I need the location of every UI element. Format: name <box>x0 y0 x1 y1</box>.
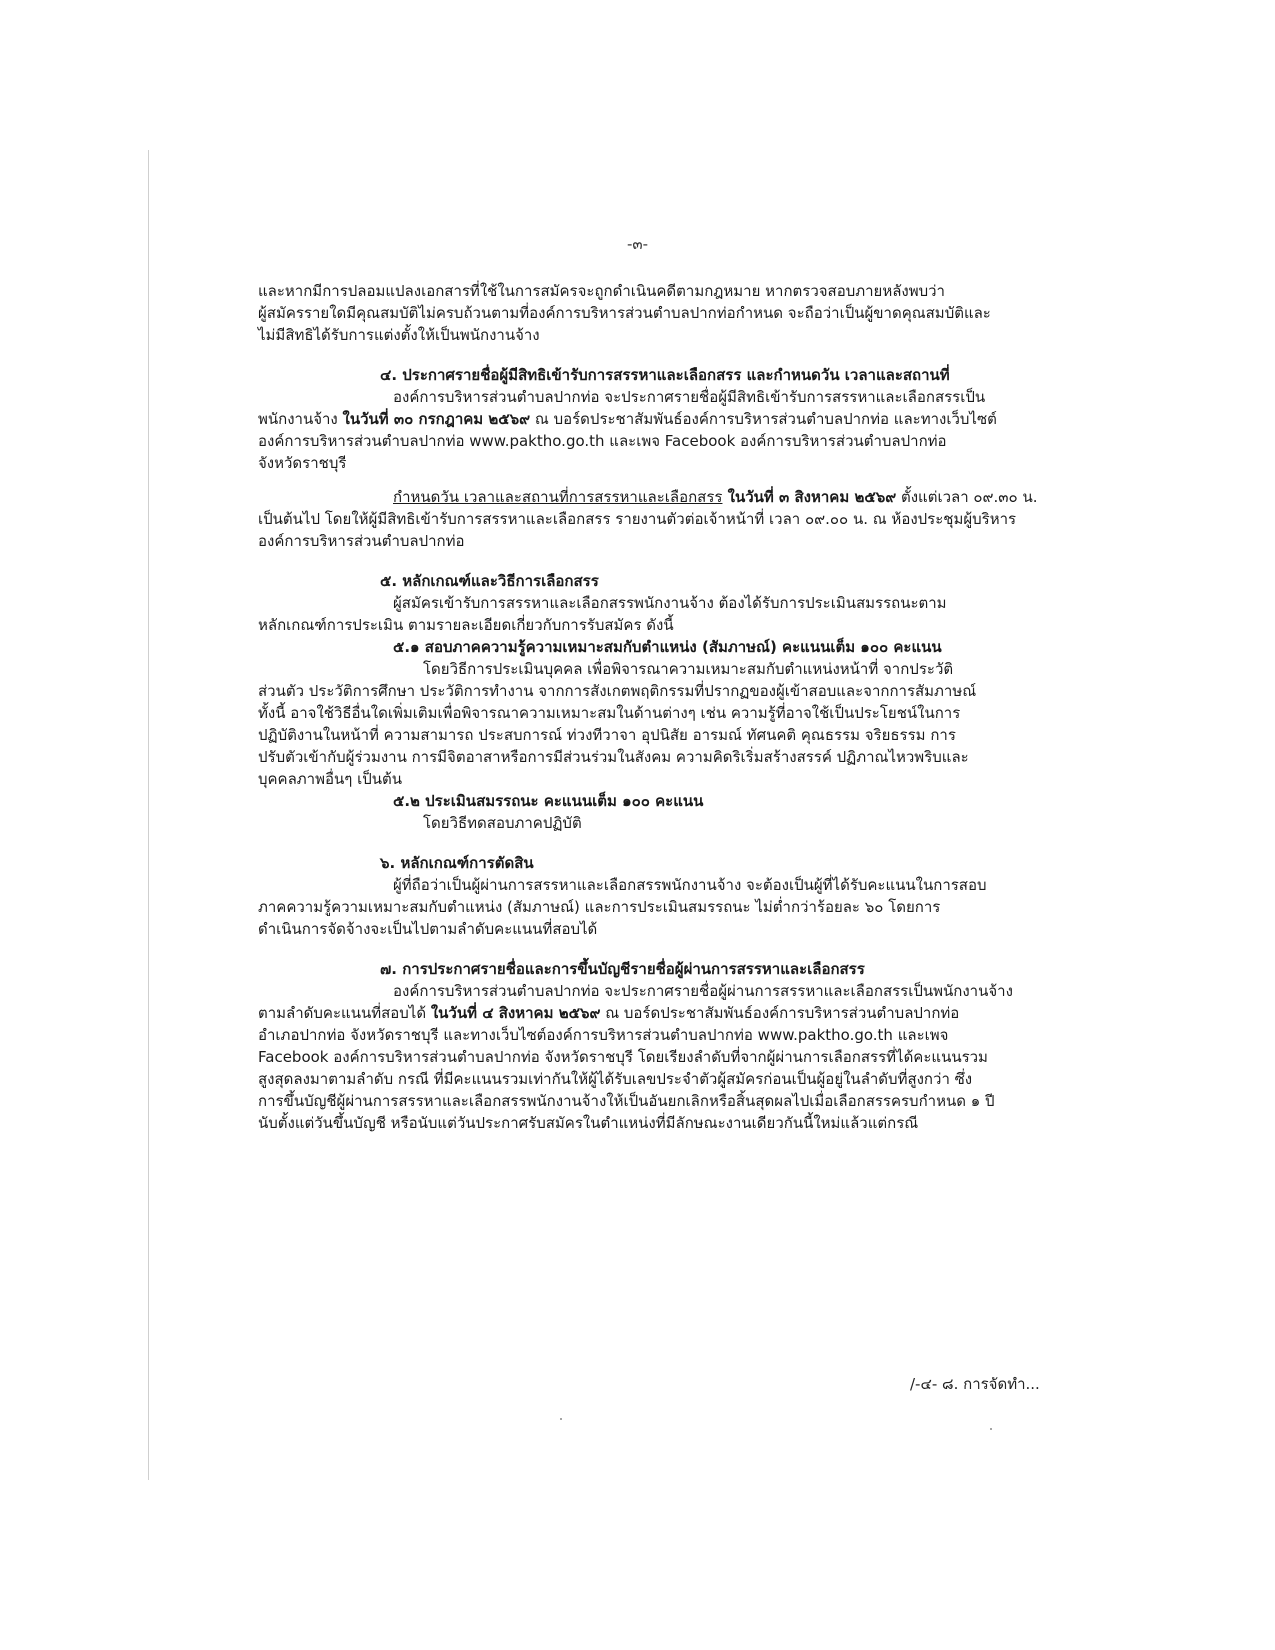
selection-date: ในวันที่ ๓ สิงหาคม ๒๕๖๙ <box>722 488 897 506</box>
text-line: โดยวิธีการประเมินบุคคล เพื่อพิจารณาความเหมาะสมกับตำแหน่งหน้าที่ จากประวัติ <box>423 660 954 678</box>
text-line: ส่วนตัว ประวัติการศึกษา ประวัติการทำงาน จากการสังเกตพฤติกรรมที่ปรากฏของผู้เข้าสอบและจากการสัมภาษณ์ <box>258 682 977 700</box>
text-span: ตั้งแต่เวลา ๐๙.๓๐ น. <box>896 488 1038 506</box>
section-7-heading: ๗. การประกาศรายชื่อและการขึ้นบัญชีรายชื่อผู้ผ่านการสรรหาและเลือกสรร <box>380 960 865 978</box>
text-span: พนักงานจ้าง <box>258 410 343 428</box>
text-line: องค์การบริหารส่วนตำบลปากท่อ <box>258 532 465 550</box>
text-line: โดยวิธีทดสอบภาคปฏิบัติ <box>423 814 582 832</box>
next-page-reference: /-๔- ๘. การจัดทำ... <box>910 1375 1040 1393</box>
text-span: ณ บอร์ดประชาสัมพันธ์องค์การบริหารส่วนตำบลปากท่อ <box>600 1004 960 1022</box>
result-date: ในวันที่ ๔ สิงหาคม ๒๕๖๙ <box>430 1004 601 1022</box>
announce-date: ในวันที่ ๓๐ กรกฎาคม ๒๕๖๙ <box>342 410 531 428</box>
intro-paragraph <box>258 280 1018 346</box>
text-line: ผู้สมัครรายใดมีคุณสมบัติไม่ครบถ้วนตามที่องค์การบริหารส่วนตำบลปากท่อกำหนด จะถือว่าเป็นผู้ขาดคุณสมบัติและ <box>258 304 991 322</box>
scan-speck <box>990 1428 992 1430</box>
section-6-heading: ๖. หลักเกณฑ์การตัดสิน <box>380 854 534 872</box>
section-4 <box>258 364 1038 552</box>
subsection-5-1-heading: ๕.๑ สอบภาคความรู้ความเหมาะสมกับตำแหน่ง (สัมภาษณ์) คะแนนเต็ม ๑๐๐ คะแนน <box>393 638 942 656</box>
scan-edge-line <box>148 150 149 1480</box>
text-line: ไม่มีสิทธิได้รับการแต่งตั้งให้เป็นพนักงานจ้าง <box>258 326 540 344</box>
text-line <box>258 1002 1018 1024</box>
section-5-heading: ๕. หลักเกณฑ์และวิธีการเลือกสรร <box>380 572 599 590</box>
section-6 <box>258 852 1018 940</box>
text-line: องค์การบริหารส่วนตำบลปากท่อ จะประกาศรายชื่อผู้มีสิทธิเข้ารับการสรรหาและเลือกสรรเป็น <box>393 388 986 406</box>
text-line: ผู้สมัครเข้ารับการสรรหาและเลือกสรรพนักงานจ้าง ต้องได้รับการประเมินสมรรถนะตาม <box>393 594 947 612</box>
text-line: ภาคความรู้ความเหมาะสมกับตำแหน่ง (สัมภาษณ์) และการประเมินสมรรถนะ ไม่ต่ำกว่าร้อยละ ๖๐ โดยการ <box>258 898 941 916</box>
text-line: สูงสุดลงมาตามลำดับ กรณี ที่มีคะแนนรวมเท่ากันให้ผู้ได้รับเลขประจำตัวผู้สมัครก่อนเป็นผู้อยู่ในลำดับที่สูงกว่า ซึ่ง <box>258 1070 973 1088</box>
text-line: ปฏิบัติงานในหน้าที่ ความสามารถ ประสบการณ์ ท่วงทีวาจา อุปนิสัย อารมณ์ ทัศนคติ คุณธรรม จริยธรรม การ <box>258 726 956 744</box>
section-7 <box>258 958 1018 1134</box>
section-5 <box>258 570 1018 834</box>
page-number: -๓- <box>626 235 649 253</box>
text-span: ณ บอร์ดประชาสัมพันธ์องค์การบริหารส่วนตำบลปากท่อ และทางเว็บไซต์ <box>530 410 997 428</box>
text-line: ปรับตัวเข้ากับผู้ร่วมงาน การมีจิตอาสาหรือการมีส่วนร่วมในสังคม ความคิดริเริ่มสร้างสรรค์ ปฏิภาณไหวพริบและ <box>258 748 969 766</box>
scan-speck <box>560 1418 562 1420</box>
text-line: ดำเนินการจัดจ้างจะเป็นไปตามลำดับคะแนนที่สอบได้ <box>258 920 598 938</box>
text-line: องค์การบริหารส่วนตำบลปากท่อ จะประกาศรายชื่อผู้ผ่านการสรรหาและเลือกสรรเป็นพนักงานจ้าง <box>393 982 1013 1000</box>
text-line: องค์การบริหารส่วนตำบลปากท่อ www.paktho.go.th และเพจ Facebook องค์การบริหารส่วนตำบลปากท่อ <box>258 432 947 450</box>
text-line: ผู้ที่ถือว่าเป็นผู้ผ่านการสรรหาและเลือกสรรพนักงานจ้าง จะต้องเป็นผู้ที่ได้รับคะแนนในการสอบ <box>393 876 987 894</box>
text-line <box>258 486 1038 508</box>
schedule-label: กำหนดวัน เวลาและสถานที่การสรรหาและเลือกสรร <box>393 488 723 506</box>
text-line: นับตั้งแต่วันขึ้นบัญชี หรือนับแต่วันประกาศรับสมัครในตำแหน่งที่มีลักษณะงานเดียวกันนี้ใหม่แล้วแต่กรณี <box>258 1114 919 1132</box>
text-line <box>258 408 1018 430</box>
text-line: อำเภอปากท่อ จังหวัดราชบุรี และทางเว็บไซต์องค์การบริหารส่วนตำบลปากท่อ www.paktho.go.th และเพจ <box>258 1026 949 1044</box>
text-line: บุคคลภาพอื่นๆ เป็นต้น <box>258 770 402 788</box>
text-line: Facebook องค์การบริหารส่วนตำบลปากท่อ จังหวัดราชบุรี โดยเรียงลำดับที่จากผู้ผ่านการเลือกสรรที่ได้คะแนนรวม <box>258 1048 988 1066</box>
subsection-5-2-heading: ๕.๒ ประเมินสมรรถนะ คะแนนเต็ม ๑๐๐ คะแนน <box>393 792 704 810</box>
text-line: และหากมีการปลอมแปลงเอกสารที่ใช้ในการสมัครจะถูกดำเนินคดีตามกฎหมาย หากตรวจสอบภายหลังพบว่า <box>258 282 945 300</box>
text-line: จังหวัดราชบุรี <box>258 454 347 472</box>
text-span: ตามลำดับคะแนนที่สอบได้ <box>258 1004 431 1022</box>
document-body <box>258 280 1038 1134</box>
section-4-heading: ๔. ประกาศรายชื่อผู้มีสิทธิเข้ารับการสรรหาและเลือกสรร และกำหนดวัน เวลาและสถานที่ <box>380 366 950 384</box>
text-line: หลักเกณฑ์การประเมิน ตามรายละเอียดเกี่ยวกับการรับสมัคร ดังนี้ <box>258 616 674 634</box>
text-line: เป็นต้นไป โดยให้ผู้มีสิทธิเข้ารับการสรรหาและเลือกสรร รายงานตัวต่อเจ้าหน้าที่ เวลา ๐๙.๐๐ น. ณ ห้องประชุมผู้บริหาร <box>258 510 1017 528</box>
text-line: การขึ้นบัญชีผู้ผ่านการสรรหาและเลือกสรรพนักงานจ้างให้เป็นอันยกเลิกหรือสิ้นสุดผลไปเมื่อเลือกสรรครบกำหนด ๑ ปี <box>258 1092 995 1110</box>
text-line: ทั้งนี้ อาจใช้วิธีอื่นใดเพิ่มเติมเพื่อพิจารณาความเหมาะสมในด้านต่างๆ เช่น ความรู้ที่อาจใช้เป็นประโยชน์ในการ <box>258 704 961 722</box>
